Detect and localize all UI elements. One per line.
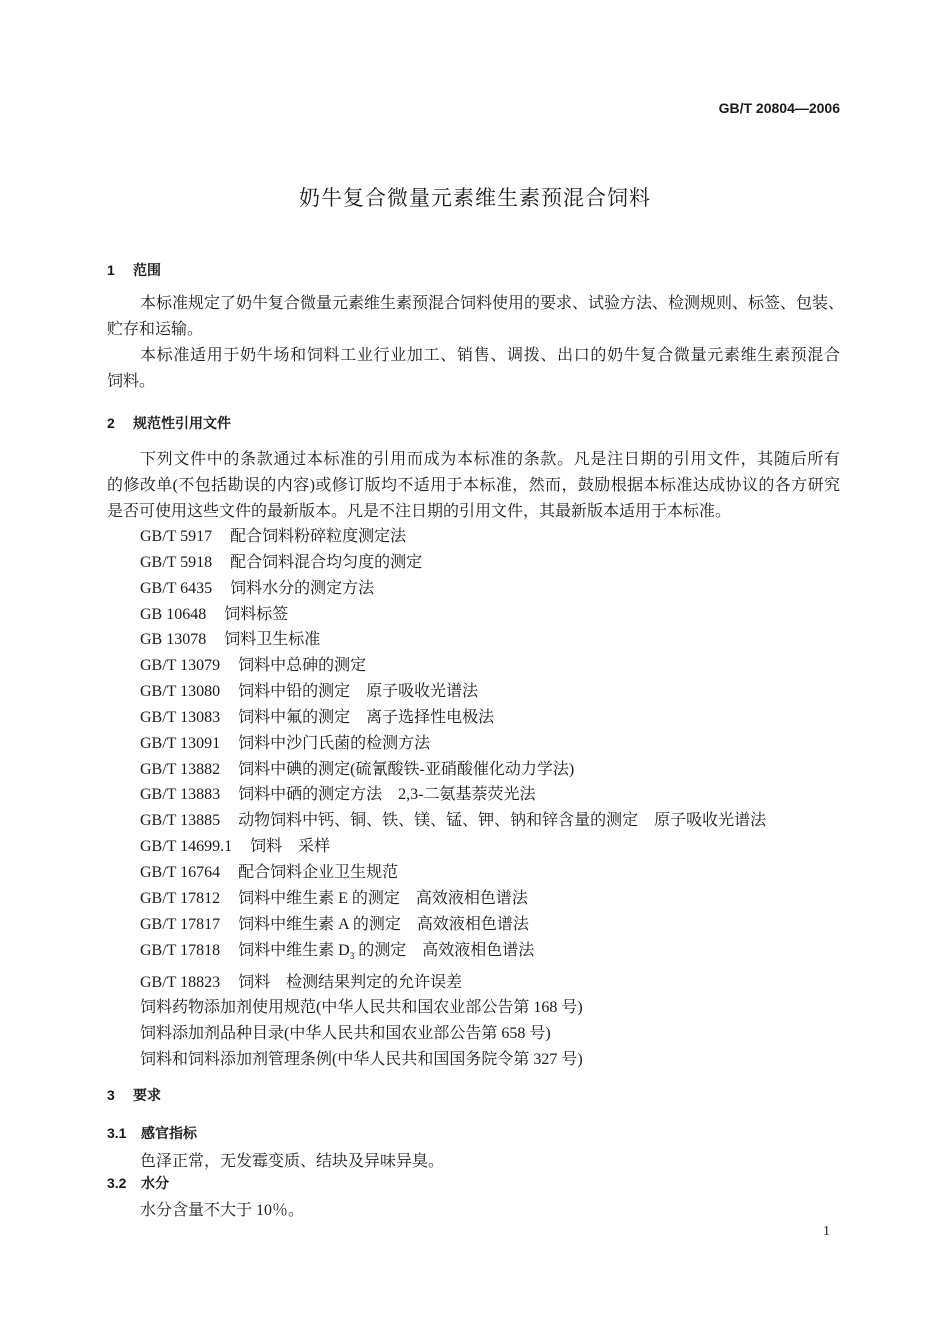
section-3-1-heading [107, 1123, 197, 1143]
reference-title: 饲料中硒的测定方法 2,3-二氨基萘荧光法 [238, 786, 536, 804]
reference-item [140, 970, 766, 996]
reference-title: 饲料药物添加剂使用规范(中华人民共和国农业部公告第 168 号) [140, 999, 583, 1017]
reference-title: 饲料中维生素 A 的测定 高效液相色谱法 [238, 915, 529, 933]
reference-code: GB/T 13080 [140, 683, 221, 701]
section-1-paragraph-1 [107, 291, 845, 343]
reference-item [140, 1021, 766, 1047]
reference-code: GB/T 18823 [140, 973, 221, 991]
reference-item [140, 834, 766, 860]
reference-code: GB/T 13079 [140, 657, 221, 675]
subscript: 3 [349, 950, 355, 961]
section-title: 规范性引用文件 [133, 415, 231, 431]
section-number: 2 [107, 415, 115, 431]
text-line: 贮存和运输。 [107, 321, 204, 338]
section-3-heading [107, 1085, 161, 1105]
reference-code: GB 13078 [140, 631, 207, 649]
section-2-paragraph [107, 447, 840, 525]
reference-title: 饲料水分的测定方法 [230, 579, 375, 597]
reference-code: GB/T 14699.1 [140, 838, 233, 856]
section-3-2-text: 水分含量不大于 10％。 [140, 1202, 305, 1219]
reference-code: GB/T 17818 [140, 941, 221, 959]
reference-code: GB/T 6435 [140, 579, 213, 597]
reference-item [140, 808, 766, 834]
reference-code: GB/T 17812 [140, 889, 221, 907]
reference-item [140, 550, 766, 576]
reference-code: GB 10648 [140, 605, 207, 623]
reference-item [140, 679, 766, 705]
reference-title: 饲料中氟的测定 离子选择性电极法 [238, 708, 495, 726]
reference-item [140, 524, 766, 550]
reference-item [140, 860, 766, 886]
section-number: 3.2 [107, 1175, 127, 1191]
section-number: 3.1 [107, 1125, 127, 1141]
reference-item [140, 705, 766, 731]
reference-title: 饲料和饲料添加剂管理条例(中华人民共和国国务院令第 327 号) [140, 1051, 583, 1069]
text-line: 是否可使用这些文件的最新版本。凡是不注日期的引用文件，其最新版本适用于本标准。 [107, 503, 732, 520]
text-line: 本标准规定了奶牛复合微量元素维生素预混合饲料使用的要求、试验方法、检测规则、标签、包装、 [140, 295, 845, 312]
reference-title: 饲料中沙门氏菌的检测方法 [238, 734, 431, 752]
section-title: 范围 [133, 262, 161, 278]
reference-item [140, 602, 766, 628]
section-title: 要求 [133, 1087, 161, 1103]
reference-title: 配合饲料混合均匀度的测定 [230, 553, 423, 571]
section-title: 水分 [141, 1175, 169, 1191]
section-1-paragraph-2 [107, 343, 840, 395]
section-number: 1 [107, 262, 115, 278]
reference-code: GB/T 13091 [140, 734, 221, 752]
reference-item [140, 653, 766, 679]
reference-code: GB/T 5917 [140, 528, 213, 545]
reference-item [140, 627, 766, 653]
reference-code: GB/T 13885 [140, 812, 221, 830]
text-line: 饲料。 [107, 373, 156, 390]
reference-title: 饲料中总砷的测定 [238, 657, 367, 675]
reference-item [140, 782, 766, 808]
reference-title: 饲料卫生标准 [224, 631, 321, 649]
reference-title: 动物饲料中钙、铜、铁、镁、锰、钾、钠和锌含量的测定 原子吸收光谱法 [238, 812, 767, 830]
reference-code: GB/T 13882 [140, 760, 221, 778]
reference-code: GB/T 16764 [140, 863, 221, 881]
reference-item [140, 731, 766, 757]
section-1-heading [107, 260, 161, 280]
reference-item [140, 1047, 766, 1073]
reference-item [140, 576, 766, 602]
reference-item [140, 995, 766, 1021]
reference-item [140, 757, 766, 783]
reference-title: 饲料中铅的测定 原子吸收光谱法 [238, 683, 479, 701]
reference-item [140, 938, 766, 970]
text-line: 下列文件中的条款通过本标准的引用而成为本标准的条款。凡是注日期的引用文件，其随后所有 [140, 451, 840, 468]
reference-item [140, 886, 766, 912]
text-line: 本标准适用于奶牛场和饲料工业行业加工、销售、调拨、出口的奶牛复合微量元素维生素预混合 [140, 347, 840, 364]
reference-code: GB/T 13083 [140, 708, 221, 726]
reference-code: GB/T 5918 [140, 553, 213, 571]
reference-title: 饲料添加剂品种目录(中华人民共和国农业部公告第 658 号) [140, 1025, 551, 1043]
reference-title: 饲料 采样 [250, 838, 331, 856]
reference-title: 饲料标签 [224, 605, 289, 623]
reference-title: 配合饲料企业卫生规范 [238, 863, 399, 881]
page-number: 1 [823, 1224, 830, 1239]
standard-code: GB/T 20804—2006 [718, 100, 840, 116]
reference-title: 配合饲料粉碎粒度测定法 [230, 528, 407, 545]
document-title: 奶牛复合微量元素维生素预混合饲料 [299, 187, 651, 210]
reference-title: 饲料 检测结果判定的允许误差 [238, 973, 463, 991]
reference-title: 饲料中碘的测定(硫氰酸铁-亚硝酸催化动力学法) [238, 760, 575, 778]
reference-title-cont: 的测定 高效液相色谱法 [354, 941, 535, 959]
normative-references-list [140, 524, 766, 1073]
reference-code: GB/T 17817 [140, 915, 221, 933]
reference-title: 饲料中维生素 E 的测定 高效液相色谱法 [238, 889, 528, 907]
section-3-1-text: 色泽正常，无发霉变质、结块及异味异臭。 [140, 1153, 445, 1170]
section-title: 感官指标 [141, 1125, 197, 1141]
reference-code: GB/T 13883 [140, 786, 221, 804]
section-3-2-heading [107, 1173, 169, 1193]
reference-item [140, 912, 766, 938]
section-number: 3 [107, 1087, 115, 1103]
text-line: 的修改单(不包括勘误的内容)或修订版均不适用于本标准，然而，鼓励根据本标准达成协议的各方研究 [107, 477, 840, 494]
reference-title: 饲料中维生素 D [238, 941, 350, 959]
section-2-heading [107, 413, 231, 433]
